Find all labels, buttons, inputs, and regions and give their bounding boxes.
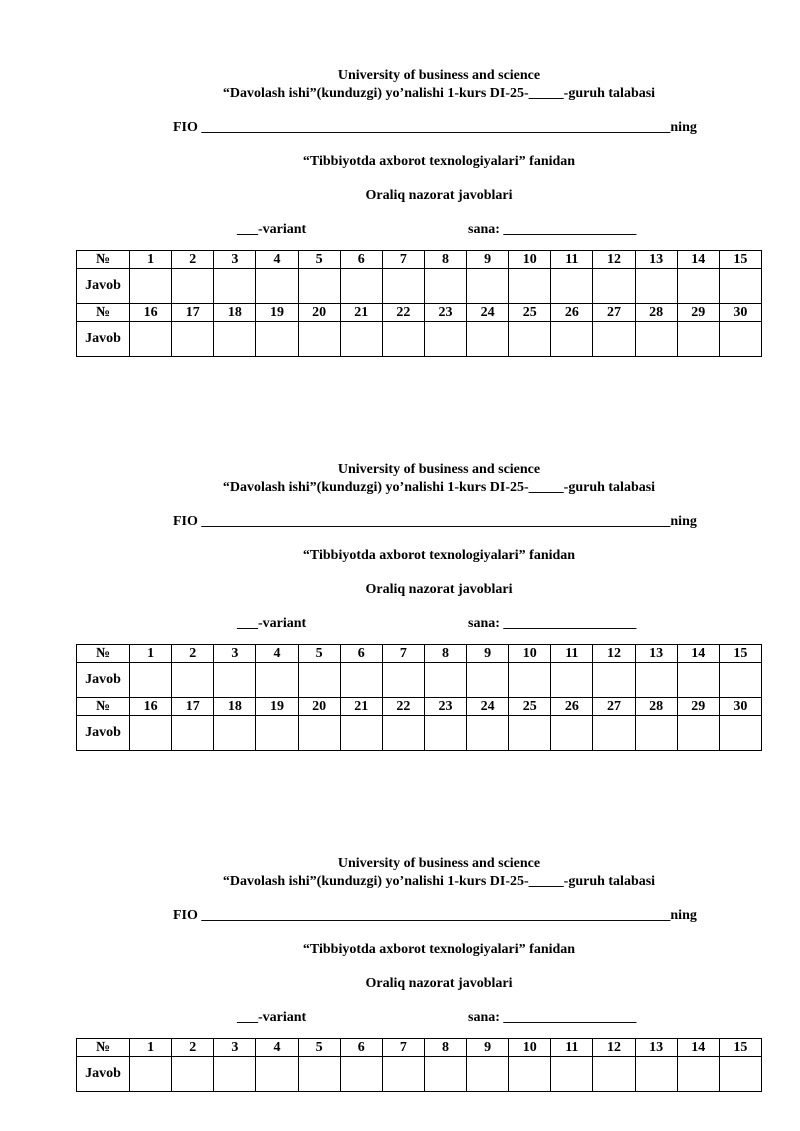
answer-cell[interactable] [677,663,719,698]
answer-label: Javob [77,269,130,304]
question-number: 3 [214,1039,256,1057]
answer-row-1 [77,663,762,698]
question-number: 9 [467,1039,509,1057]
question-number: 10 [509,645,551,663]
question-number: 3 [214,645,256,663]
answer-label: Javob [77,663,130,698]
answer-cell[interactable] [130,663,172,698]
question-number: 6 [340,1039,382,1057]
answer-cell[interactable] [509,269,551,304]
num-label: № [77,1039,130,1057]
question-number: 17 [172,698,214,716]
number-row-2 [77,698,762,716]
answer-cell[interactable] [424,322,466,357]
answer-cell[interactable] [130,269,172,304]
answer-cell[interactable] [214,663,256,698]
answer-label: Javob [77,716,130,751]
answer-cell[interactable] [635,663,677,698]
answer-cell[interactable] [635,269,677,304]
answer-cell[interactable] [256,663,298,698]
fio-line: FIO ___________________________________________________________________ning [173,120,697,135]
fio-line: FIO ___________________________________________________________________ning [173,514,697,529]
answer-cell[interactable] [172,663,214,698]
question-number: 14 [677,251,719,269]
question-number: 28 [635,304,677,322]
question-number: 30 [719,304,761,322]
question-number: 4 [256,645,298,663]
date-field: sana: ___________________ [468,1010,637,1025]
variant-field: ___-variant [237,222,307,237]
question-number: 29 [677,698,719,716]
answer-cell[interactable] [509,716,551,751]
answer-cell[interactable] [719,663,761,698]
answer-cell[interactable] [719,322,761,357]
question-number: 9 [467,251,509,269]
answer-cell[interactable] [551,716,593,751]
answer-cell[interactable] [382,663,424,698]
question-number: 5 [298,645,340,663]
question-number: 4 [256,251,298,269]
answer-cell[interactable] [298,716,340,751]
answer-cell[interactable] [298,269,340,304]
question-number: 23 [424,698,466,716]
subject-line: “Tibbiyotda axborot texnologiyalari” fanidan [302,548,576,563]
answer-cell[interactable] [172,1057,214,1092]
question-number: 2 [172,251,214,269]
question-number: 30 [719,698,761,716]
date-field: sana: ___________________ [468,222,637,237]
date-field: sana: ___________________ [468,616,637,631]
question-number: 11 [551,251,593,269]
answer-cell[interactable] [256,322,298,357]
answer-cell[interactable] [424,1057,466,1092]
answer-cell[interactable] [214,322,256,357]
number-row-1 [77,251,762,269]
question-number: 11 [551,1039,593,1057]
answer-cell[interactable] [509,663,551,698]
question-number: 17 [172,304,214,322]
question-number: 8 [424,251,466,269]
answer-cell[interactable] [719,269,761,304]
variant-field: ___-variant [237,1010,307,1025]
answer-cell[interactable] [719,716,761,751]
answer-row-2 [77,716,762,751]
answer-cell[interactable] [677,1057,719,1092]
question-number: 13 [635,1039,677,1057]
answer-form-3 [0,848,800,1131]
answer-cell[interactable] [340,269,382,304]
answer-cell[interactable] [593,269,635,304]
answer-cell[interactable] [382,716,424,751]
answer-cell[interactable] [635,716,677,751]
question-number: 5 [298,251,340,269]
question-number: 16 [130,304,172,322]
answer-cell[interactable] [635,1057,677,1092]
subject-line: “Tibbiyotda axborot texnologiyalari” fanidan [302,154,576,169]
question-number: 20 [298,304,340,322]
answer-cell[interactable] [467,716,509,751]
question-number: 15 [719,645,761,663]
group-line: “Davolash ishi”(kunduzgi) yo’nalishi 1-kurs DI-25-_____-guruh talabasi [222,86,656,101]
answer-cell[interactable] [172,716,214,751]
number-row-2 [77,304,762,322]
university-title: University of business and science [337,856,541,871]
question-number: 13 [635,645,677,663]
question-number: 7 [382,1039,424,1057]
fio-line: FIO ___________________________________________________________________ning [173,908,697,923]
answer-cell[interactable] [551,322,593,357]
answer-cell[interactable] [467,269,509,304]
question-number: 13 [635,251,677,269]
form-title: Oraliq nazorat javoblari [365,188,513,203]
question-number: 20 [298,698,340,716]
answer-cell[interactable] [719,1057,761,1092]
answer-cell[interactable] [382,269,424,304]
question-number: 24 [467,698,509,716]
question-number: 7 [382,251,424,269]
answer-cell[interactable] [340,322,382,357]
answer-cell[interactable] [130,322,172,357]
question-number: 4 [256,1039,298,1057]
question-number: 23 [424,304,466,322]
answer-cell[interactable] [340,663,382,698]
question-number: 26 [551,698,593,716]
group-line: “Davolash ishi”(kunduzgi) yo’nalishi 1-kurs DI-25-_____-guruh talabasi [222,480,656,495]
answer-cell[interactable] [130,716,172,751]
answer-cell[interactable] [298,663,340,698]
answer-cell[interactable] [256,1057,298,1092]
variant-field: ___-variant [237,616,307,631]
question-number: 15 [719,251,761,269]
question-number: 14 [677,645,719,663]
answer-form-1 [0,60,800,380]
form-title: Oraliq nazorat javoblari [365,582,513,597]
university-title: University of business and science [337,462,541,477]
answer-cell[interactable] [635,322,677,357]
subject-line: “Tibbiyotda axborot texnologiyalari” fanidan [302,942,576,957]
answer-cell[interactable] [677,716,719,751]
answer-cell[interactable] [382,1057,424,1092]
question-number: 12 [593,1039,635,1057]
answer-cell[interactable] [551,1057,593,1092]
question-number: 6 [340,251,382,269]
answer-table [76,1038,762,1092]
answer-cell[interactable] [424,269,466,304]
question-number: 26 [551,304,593,322]
answer-cell[interactable] [593,663,635,698]
answer-cell[interactable] [298,1057,340,1092]
question-number: 5 [298,1039,340,1057]
answer-cell[interactable] [340,716,382,751]
answer-cell[interactable] [172,269,214,304]
answer-table [76,644,762,751]
question-number: 25 [509,304,551,322]
answer-cell[interactable] [256,269,298,304]
question-number: 14 [677,1039,719,1057]
answer-table [76,250,762,357]
answer-cell[interactable] [172,322,214,357]
answer-cell[interactable] [551,663,593,698]
answer-cell[interactable] [340,1057,382,1092]
answer-cell[interactable] [214,716,256,751]
question-number: 11 [551,645,593,663]
num-label: № [77,304,130,322]
question-number: 16 [130,698,172,716]
question-number: 9 [467,645,509,663]
question-number: 10 [509,1039,551,1057]
number-row-1 [77,645,762,663]
num-label: № [77,251,130,269]
question-number: 22 [382,698,424,716]
question-number: 15 [719,1039,761,1057]
answer-cell[interactable] [593,716,635,751]
answer-form-2 [0,454,800,774]
question-number: 21 [340,698,382,716]
answer-cell[interactable] [677,322,719,357]
answer-cell[interactable] [382,322,424,357]
question-number: 2 [172,1039,214,1057]
answer-cell[interactable] [467,322,509,357]
number-row-1 [77,1039,762,1057]
question-number: 12 [593,645,635,663]
question-number: 27 [593,304,635,322]
question-number: 8 [424,645,466,663]
question-number: 8 [424,1039,466,1057]
question-number: 2 [172,645,214,663]
answer-cell[interactable] [424,663,466,698]
form-title: Oraliq nazorat javoblari [365,976,513,991]
answer-cell[interactable] [214,269,256,304]
question-number: 10 [509,251,551,269]
answer-cell[interactable] [593,1057,635,1092]
university-title: University of business and science [337,68,541,83]
question-number: 3 [214,251,256,269]
answer-row-1 [77,269,762,304]
question-number: 24 [467,304,509,322]
question-number: 12 [593,251,635,269]
question-number: 29 [677,304,719,322]
num-label: № [77,645,130,663]
question-number: 22 [382,304,424,322]
answer-cell[interactable] [424,716,466,751]
answer-cell[interactable] [677,269,719,304]
question-number: 1 [130,645,172,663]
answer-label: Javob [77,322,130,357]
question-number: 19 [256,698,298,716]
question-number: 19 [256,304,298,322]
answer-label: Javob [77,1057,130,1092]
answer-row-1 [77,1057,762,1092]
answer-cell[interactable] [509,322,551,357]
question-number: 27 [593,698,635,716]
question-number: 18 [214,304,256,322]
num-label: № [77,698,130,716]
question-number: 25 [509,698,551,716]
answer-cell[interactable] [551,269,593,304]
answer-cell[interactable] [467,663,509,698]
answer-cell[interactable] [214,1057,256,1092]
answer-cell[interactable] [130,1057,172,1092]
question-number: 7 [382,645,424,663]
question-number: 1 [130,251,172,269]
question-number: 6 [340,645,382,663]
answer-cell[interactable] [509,1057,551,1092]
question-number: 21 [340,304,382,322]
answer-cell[interactable] [467,1057,509,1092]
question-number: 28 [635,698,677,716]
question-number: 18 [214,698,256,716]
question-number: 1 [130,1039,172,1057]
answer-cell[interactable] [593,322,635,357]
answer-row-2 [77,322,762,357]
group-line: “Davolash ishi”(kunduzgi) yo’nalishi 1-kurs DI-25-_____-guruh talabasi [222,874,656,889]
answer-cell[interactable] [298,322,340,357]
answer-cell[interactable] [256,716,298,751]
